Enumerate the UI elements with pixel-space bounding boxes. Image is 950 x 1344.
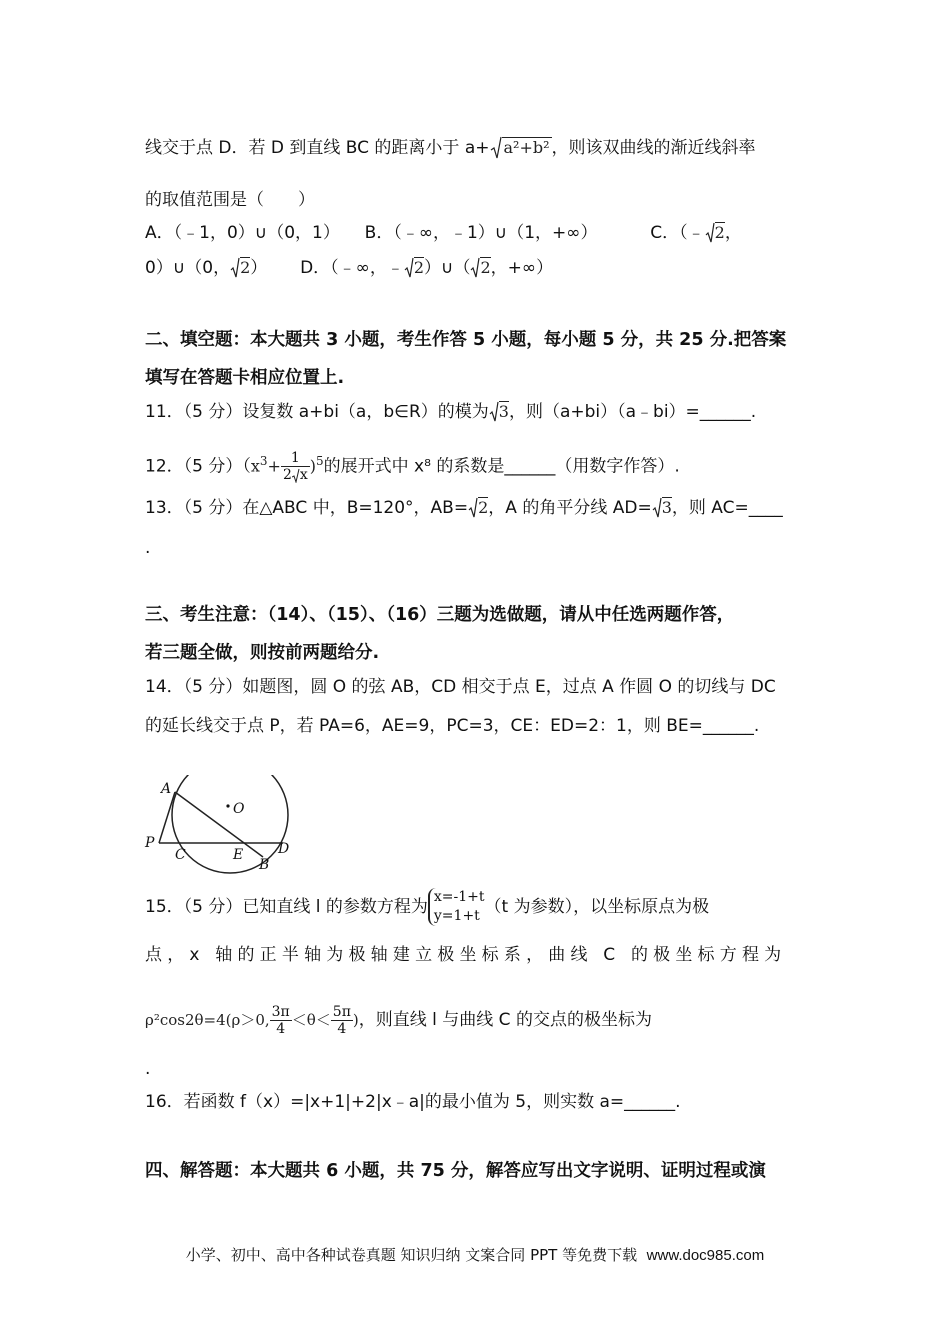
question-13: 13．（5 分）在△ABC 中，B=120°，AB= 2，A 的角平分线 AD= 3，则 AC=____ <box>145 498 783 518</box>
label-o: O <box>233 801 245 817</box>
question-14-cont: 的延长线交于点 P，若 PA=6，AE=9，PC=3，CE：ED=2：1，则 BE=______. <box>145 716 760 736</box>
question-14: 14．（5 分）如题图，圆 O 的弦 AB，CD 相交于点 E，过点 A 作圆 O 的切线与 DC <box>145 677 776 697</box>
question-12: 12．（5 分）（$x^3+$ $\frac{1}{2 x}$ )$^5$的展开式中 x⁸ 的系数是______（用数字作答）. <box>145 450 680 484</box>
option-c: C．（﹣ 2， <box>650 223 742 243</box>
label-c: C <box>175 847 186 863</box>
section3-heading-cont: 若三题全做，则按前两题给分. <box>145 643 380 663</box>
chord-ab <box>175 792 263 857</box>
option-a: A．（﹣1，0）∪（0，1） <box>145 223 340 243</box>
footer-url[interactable]: www.doc985.com <box>646 1247 765 1264</box>
question-11: 11．（5 分）设复数 a+bi（a，b∈R）的模为 3，则（a+bi）（a﹣bi）=______. <box>145 402 757 422</box>
question-16: 16．若函数 f（x）=|x+1|+2|x﹣a|的最小值为 5，则实数 a=______. <box>145 1092 681 1112</box>
label-e: E <box>233 847 244 863</box>
option-b: B．（﹣∞，﹣1）∪（1，+∞） <box>364 223 598 243</box>
label-a: A <box>161 781 172 797</box>
sqrt-expression: a²+b² <box>490 136 552 160</box>
section2-heading-cont: 填写在答题卡相应位置上. <box>145 368 345 388</box>
circle-o <box>172 775 288 873</box>
center-dot <box>226 804 229 807</box>
q10-line2: 的取值范围是（ ） <box>145 190 315 210</box>
label-b: B <box>259 857 270 873</box>
q10-line1: 线交于点 D．若 D 到直线 BC 的距离小于 a+ a²+b² ，则该双曲线的渐近线斜率 <box>145 138 756 158</box>
question-15: 15．（5 分）已知直线 l 的参数方程为 x=-1+t y=1+t （t 为参数），以坐标原点为极 <box>145 889 710 924</box>
q10-options-row1 <box>145 221 742 245</box>
question-13-dot: . <box>145 538 151 558</box>
page-footer: 小学、初中、高中各种试卷真题 知识归纳 文案合同 PPT 等免费下载 www.doc985.com <box>185 1246 765 1264</box>
label-p: P <box>145 835 155 851</box>
section3-heading: 三、考生注意：（14）、（15）、（16）三题为选做题，请从中任选两题作答， <box>145 605 735 625</box>
section4-heading: 四、解答题：本大题共 6 小题，共 75 分，解答应写出文字说明、证明过程或演 <box>145 1161 766 1181</box>
label-d: D <box>278 841 290 857</box>
parametric-system: x=-1+t y=1+t <box>428 888 485 926</box>
fraction: $\frac{1}{2 x}$ <box>282 450 308 484</box>
option-d: D．（﹣∞，﹣ 2）∪（ 2，+∞） <box>300 258 554 278</box>
question-15-line2: 点，x 轴的正半轴为极轴建立极坐标系，曲线 C 的极坐标方程为 <box>145 945 787 965</box>
q10-options-row2: 0）∪（0， 2） D．（﹣∞，﹣ 2）∪（ 2，+∞） <box>145 258 554 278</box>
section2-heading: 二、填空题：本大题共 3 小题，考生作答 5 小题，每小题 5 分，共 25 分.把答案 <box>145 330 787 350</box>
question-15-equation: ρ²cos2θ=4(ρ＞0, $\frac{3\pi}{4}$ ＜θ＜ $\frac{5\pi}{4}$ )，则直线 l 与曲线 C 的交点的极坐标为 <box>145 1003 652 1037</box>
question-15-dot: . <box>145 1059 151 1079</box>
circle-geometry-figure <box>143 775 303 875</box>
